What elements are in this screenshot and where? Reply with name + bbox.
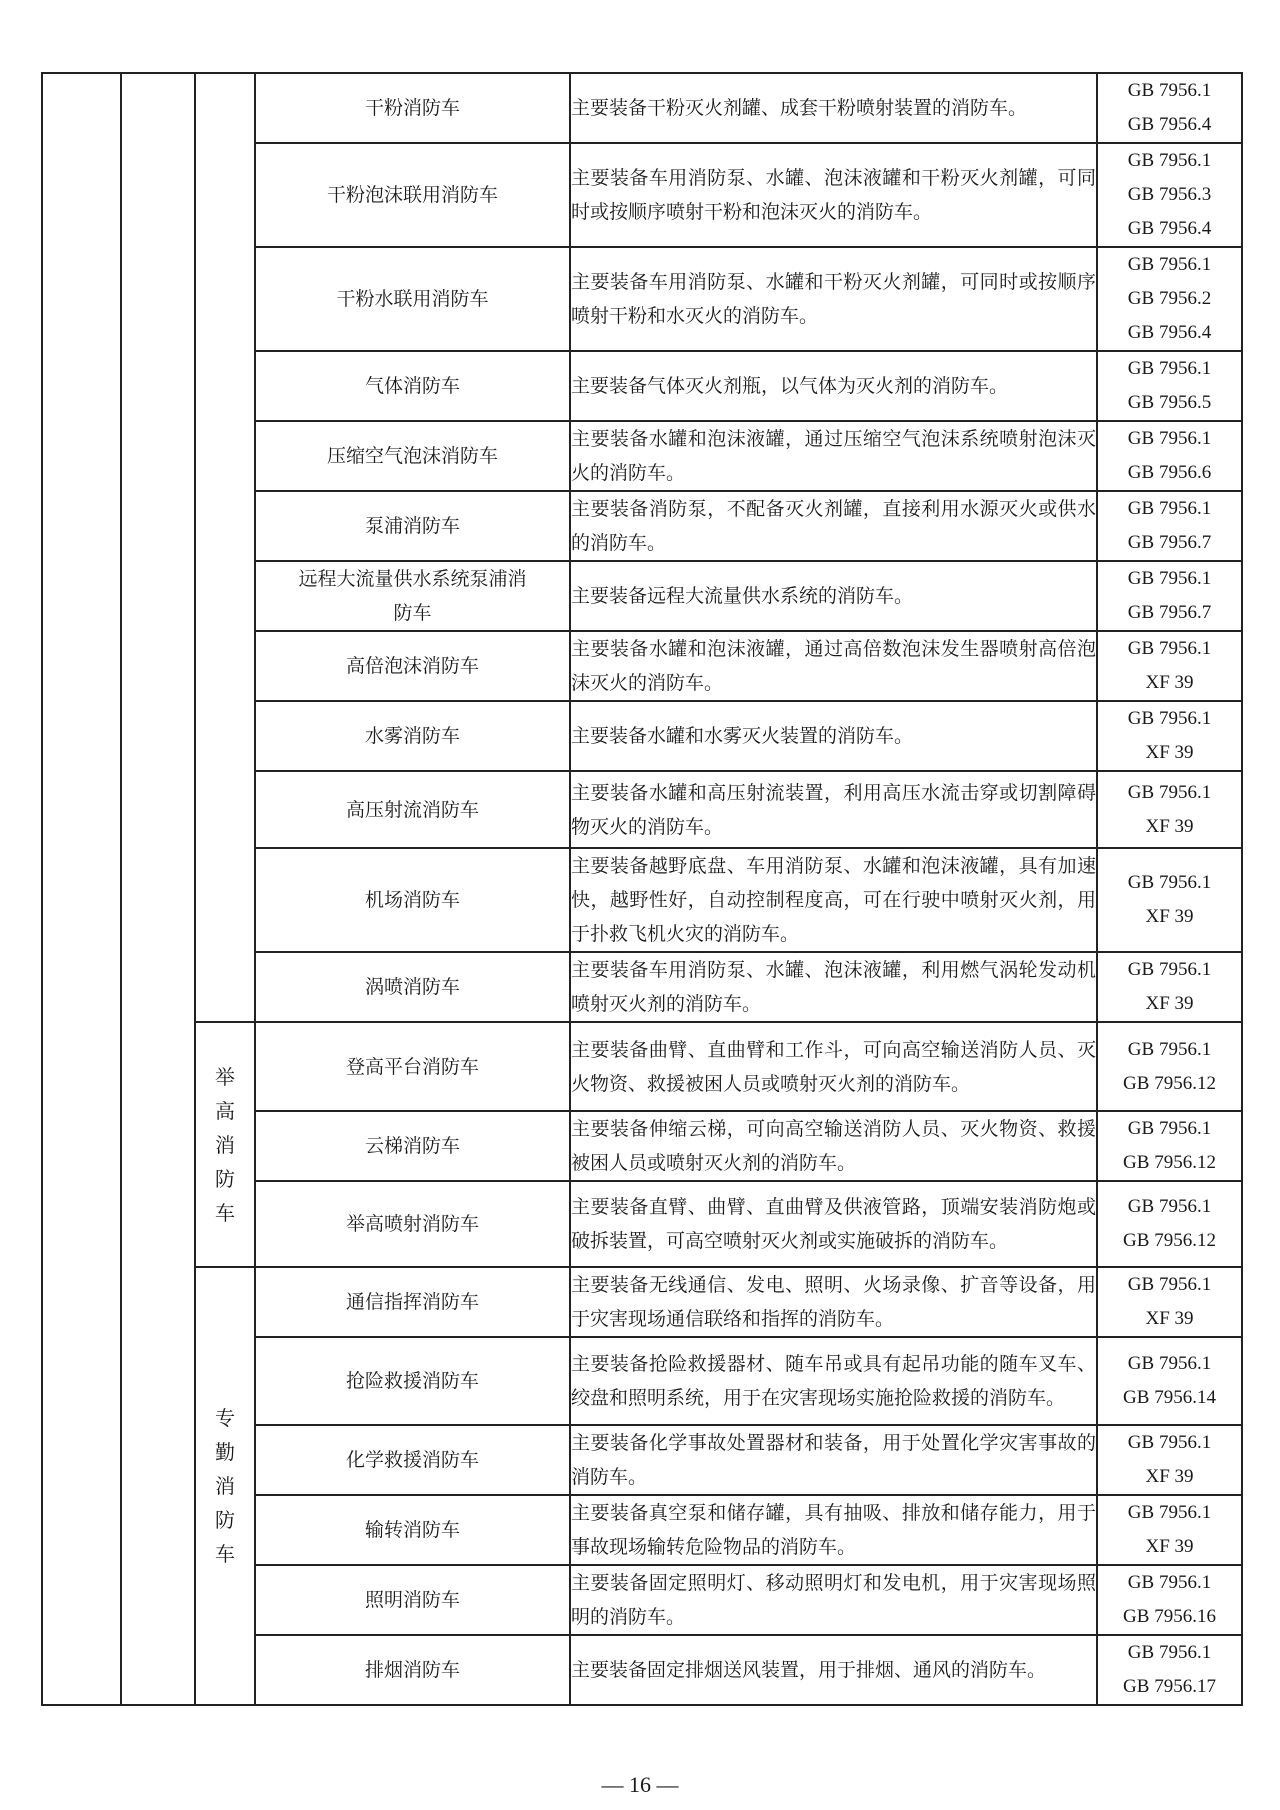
standard-code: GB 7956.1 <box>1127 254 1212 275</box>
standard-code: GB 7956.1 <box>1127 1642 1212 1663</box>
table-row <box>42 1267 1242 1337</box>
standard-cell <box>1097 1022 1242 1111</box>
category-label: 专勤消防车 <box>215 1406 235 1566</box>
vehicle-description-cell: 主要装备干粉灭火剂罐、成套干粉喷射装置的消防车。 <box>570 73 1097 143</box>
standard-cell <box>1097 771 1242 848</box>
vehicle-description-cell: 主要装备水罐和泡沫液罐，通过高倍数泡沫发生器喷射高倍泡沫灭火的消防车。 <box>570 631 1097 701</box>
vehicle-description-cell: 主要装备真空泵和储存罐，具有抽吸、排放和储存能力，用于事故现场输转危险物品的消防车。 <box>570 1495 1097 1565</box>
standard-code: GB 7956.1 <box>1127 781 1212 803</box>
standard-cell <box>1097 491 1242 561</box>
vehicle-name-cell: 水雾消防车 <box>255 701 570 771</box>
standard-code: GB 7956.14 <box>1123 1387 1216 1408</box>
standard-cell <box>1097 143 1242 247</box>
vehicle-description-cell: 主要装备气体灭火剂瓶，以气体为灭火剂的消防车。 <box>570 351 1097 421</box>
standard-code: GB 7956.1 <box>1127 1038 1212 1060</box>
standard-code: XF 39 <box>1145 1466 1194 1487</box>
vehicle-description-cell: 主要装备固定排烟送风装置，用于排烟、通风的消防车。 <box>570 1635 1097 1705</box>
standard-code: GB 7956.1 <box>1127 568 1212 589</box>
standard-cell <box>1097 247 1242 351</box>
vehicle-name-cell: 高压射流消防车 <box>255 771 570 848</box>
blank-category-cell <box>42 73 121 1705</box>
vehicle-name-cell: 排烟消防车 <box>255 1635 570 1705</box>
standard-cell <box>1097 701 1242 771</box>
standard-cell <box>1097 1267 1242 1337</box>
vehicle-description-cell: 主要装备水罐和泡沫液罐，通过压缩空气泡沫系统喷射泡沫灭火的消防车。 <box>570 421 1097 491</box>
standard-cell <box>1097 631 1242 701</box>
table-row <box>42 1022 1242 1111</box>
vehicle-name-cell: 云梯消防车 <box>255 1111 570 1181</box>
vehicle-description-cell: 主要装备越野底盘、车用消防泵、水罐和泡沫液罐，具有加速快，越野性好，自动控制程度高，可在行驶中喷射灭火剂，用于扑救飞机火灾的消防车。 <box>570 848 1097 952</box>
standard-code: GB 7956.1 <box>1127 1502 1212 1523</box>
standard-code: GB 7956.1 <box>1127 872 1212 893</box>
standard-cell <box>1097 561 1242 631</box>
standard-cell <box>1097 421 1242 491</box>
category-cell-special <box>195 1267 255 1705</box>
vehicle-description-cell: 主要装备直臂、曲臂、直曲臂及供液管路，顶端安装消防炮或破拆装置，可高空喷射灭火剂或实施破拆的消防车。 <box>570 1181 1097 1267</box>
standard-code: XF 39 <box>1145 742 1194 763</box>
vehicle-name-cell: 抢险救援消防车 <box>255 1337 570 1425</box>
vehicle-description-cell: 主要装备水罐和高压射流装置，利用高压水流击穿或切割障碍物灭火的消防车。 <box>570 771 1097 848</box>
standard-code: GB 7956.1 <box>1127 1572 1212 1593</box>
vehicle-description-cell: 主要装备消防泵，不配备灭火剂罐，直接利用水源灭火或供水的消防车。 <box>570 491 1097 561</box>
standard-code: XF 39 <box>1145 906 1194 927</box>
standard-code: GB 7956.7 <box>1127 532 1212 553</box>
standard-code: GB 7956.12 <box>1123 1230 1216 1251</box>
standard-code: GB 7956.1 <box>1127 638 1212 659</box>
standard-code: XF 39 <box>1145 993 1194 1014</box>
standard-code: XF 39 <box>1145 1308 1194 1329</box>
vehicle-name-cell: 泵浦消防车 <box>255 491 570 561</box>
standard-code: GB 7956.1 <box>1127 150 1212 171</box>
vehicle-description-cell: 主要装备水罐和水雾灭火装置的消防车。 <box>570 701 1097 771</box>
standard-cell <box>1097 1425 1242 1495</box>
standard-code: GB 7956.1 <box>1127 80 1212 101</box>
standard-cell <box>1097 1181 1242 1267</box>
standard-code: GB 7956.1 <box>1127 1196 1212 1217</box>
page-number: — 16 — <box>601 1772 679 1797</box>
vehicle-name-cell: 气体消防车 <box>255 351 570 421</box>
standard-cell <box>1097 1635 1242 1705</box>
vehicle-name-cell: 通信指挥消防车 <box>255 1267 570 1337</box>
standard-cell <box>1097 952 1242 1022</box>
vehicle-name-cell: 远程大流量供水系统泵浦消防车 <box>255 561 570 631</box>
vehicle-name-cell: 输转消防车 <box>255 1495 570 1565</box>
vehicle-description-cell: 主要装备车用消防泵、水罐、泡沫液罐，利用燃气涡轮发动机喷射灭火剂的消防车。 <box>570 952 1097 1022</box>
standard-code: GB 7956.1 <box>1127 1274 1212 1295</box>
vehicle-description-cell: 主要装备车用消防泵、水罐、泡沫液罐和干粉灭火剂罐，可同时或按顺序喷射干粉和泡沫灭火的消防车。 <box>570 143 1097 247</box>
category-cell-continued <box>195 73 255 1022</box>
standard-cell <box>1097 351 1242 421</box>
standard-code: GB 7956.6 <box>1127 462 1212 483</box>
category-label: 举高消防车 <box>215 1064 235 1225</box>
vehicle-description-cell: 主要装备固定照明灯、移动照明灯和发电机，用于灾害现场照明的消防车。 <box>570 1565 1097 1635</box>
standard-code: XF 39 <box>1145 672 1194 693</box>
standard-code: GB 7956.16 <box>1123 1606 1216 1627</box>
standard-code: GB 7956.4 <box>1127 322 1212 343</box>
vehicle-spec-table <box>41 72 1243 1706</box>
standard-cell <box>1097 73 1242 143</box>
vehicle-name-cell: 照明消防车 <box>255 1565 570 1635</box>
vehicle-description-cell: 主要装备车用消防泵、水罐和干粉灭火剂罐，可同时或按顺序喷射干粉和水灭火的消防车。 <box>570 247 1097 351</box>
standard-code: GB 7956.1 <box>1127 428 1212 449</box>
standard-cell <box>1097 1111 1242 1181</box>
standard-code: GB 7956.1 <box>1127 1118 1212 1139</box>
standard-code: GB 7956.3 <box>1127 184 1212 205</box>
standard-code: GB 7956.1 <box>1127 1353 1212 1374</box>
category-cell-lift <box>195 1022 255 1267</box>
standard-code: GB 7956.1 <box>1127 358 1212 379</box>
standard-code: GB 7956.7 <box>1127 602 1212 623</box>
vehicle-description-cell: 主要装备无线通信、发电、照明、火场录像、扩音等设备，用于灾害现场通信联络和指挥的消防车。 <box>570 1267 1097 1337</box>
standard-code: GB 7956.5 <box>1127 392 1212 413</box>
standard-code: GB 7956.1 <box>1127 1432 1212 1453</box>
standard-code: GB 7956.17 <box>1123 1676 1216 1697</box>
standard-code: GB 7956.1 <box>1127 498 1212 519</box>
standard-cell <box>1097 848 1242 952</box>
vehicle-name-cell: 化学救援消防车 <box>255 1425 570 1495</box>
vehicle-description-cell: 主要装备抢险救援器材、随车吊或具有起吊功能的随车叉车、绞盘和照明系统，用于在灾害现场实施抢险救援的消防车。 <box>570 1337 1097 1425</box>
standard-cell <box>1097 1565 1242 1635</box>
vehicle-name-cell: 高倍泡沫消防车 <box>255 631 570 701</box>
vehicle-description-cell: 主要装备曲臂、直曲臂和工作斗，可向高空输送消防人员、灭火物资、救援被困人员或喷射灭火剂的消防车。 <box>570 1022 1097 1111</box>
standard-cell <box>1097 1495 1242 1565</box>
vehicle-description-cell: 主要装备伸缩云梯，可向高空输送消防人员、灭火物资、救援被困人员或喷射灭火剂的消防车。 <box>570 1111 1097 1181</box>
standard-cell <box>1097 1337 1242 1425</box>
vehicle-name-cell: 干粉消防车 <box>255 73 570 143</box>
standard-code: GB 7956.2 <box>1127 288 1212 309</box>
vehicle-name-cell: 举高喷射消防车 <box>255 1181 570 1267</box>
standard-code: GB 7956.4 <box>1127 218 1212 239</box>
vehicle-description-cell: 主要装备远程大流量供水系统的消防车。 <box>570 561 1097 631</box>
blank-category-cell <box>121 73 195 1705</box>
standard-code: GB 7956.1 <box>1127 959 1212 980</box>
vehicle-description-cell: 主要装备化学事故处置器材和装备，用于处置化学灾害事故的消防车。 <box>570 1425 1097 1495</box>
vehicle-name-cell: 涡喷消防车 <box>255 952 570 1022</box>
vehicle-name-cell: 干粉泡沫联用消防车 <box>255 143 570 247</box>
vehicle-name-cell: 干粉水联用消防车 <box>255 247 570 351</box>
standard-code: XF 39 <box>1145 815 1194 837</box>
standard-code: GB 7956.1 <box>1127 708 1212 729</box>
table-row <box>42 73 1242 143</box>
standard-code: GB 7956.12 <box>1123 1072 1216 1094</box>
table-body <box>42 73 1242 1705</box>
standard-code: XF 39 <box>1145 1536 1194 1557</box>
vehicle-name-cell: 登高平台消防车 <box>255 1022 570 1111</box>
vehicle-name-cell: 压缩空气泡沫消防车 <box>255 421 570 491</box>
standard-code: GB 7956.4 <box>1127 114 1212 135</box>
standard-code: GB 7956.12 <box>1123 1152 1216 1173</box>
vehicle-name-cell: 机场消防车 <box>255 848 570 952</box>
